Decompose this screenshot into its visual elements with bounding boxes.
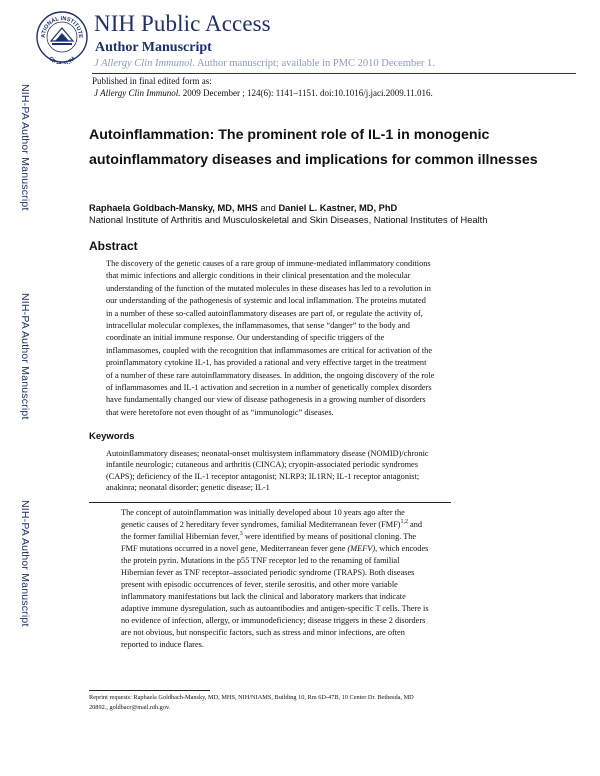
svg-text:OF HEALTH: [47, 56, 77, 64]
gene-name: (MEFV): [347, 544, 376, 553]
keywords-line: Autoinflammatory diseases; neonatal-onset multisystem inflammatory disease (NOMID)/chronic: [106, 449, 429, 458]
intro-line: The concept of autoinflammation was initially developed about 10 years ago after the: [121, 508, 405, 517]
intro-line: reported to induce flares.: [121, 640, 204, 649]
abstract-line: intracellular molecular complexes, the inflammasomes, that sense “danger” to the body and: [106, 321, 410, 331]
abstract-line: inflammasomes, coupled with the recognition that inflammasomes are critical for activation of the: [106, 345, 433, 355]
header-title: NIH Public Access: [94, 11, 271, 36]
keywords-line: infantile neurologic; cutaneous and arthritis (CINCA); cryopin-associated periodic syndromes: [106, 460, 418, 470]
availability-text: Author manuscript; available in PMC 2010 December 1.: [194, 58, 435, 69]
article-title: Autoinflammation: The prominent role of IL-1 in monogenic autoinflammatory diseases and implications for common illnesses: [89, 127, 538, 168]
side-label-1: NIH-PA Author Manuscript: [19, 84, 31, 211]
header-rule: [92, 73, 576, 74]
intro-line: Hibernian fever as TNF receptor–associated periodic syndrome (TRAPS). Both diseases: [121, 568, 415, 577]
abstract-line: that were heretofore not even thought of as “immunologic” diseases.: [106, 407, 334, 417]
keywords-body: [106, 448, 536, 494]
section-rule: [89, 502, 451, 503]
side-label-2: NIH-PA Author Manuscript: [19, 293, 31, 420]
intro-line: adaptive immune dysregulation, such as autoantibodies and antigen-specific T cells. There is: [121, 604, 429, 613]
availability-line: [94, 58, 435, 69]
intro-line: inflammatory manifestations but lack the clinical and laboratory markers that indicate: [121, 592, 406, 601]
intro-line: the protein pyrin. Mutations in the p55 TNF receptor led to the renaming of familial: [121, 556, 400, 565]
intro-line: present with episodic occurrences of fever, sterile serositis, and other more variable: [121, 580, 398, 589]
author-1: Raphaela Goldbach-Mansky, MD, MHS: [89, 203, 258, 213]
author-2: Daniel L. Kastner, MD, PhD: [278, 203, 398, 213]
nih-seal-icon: [35, 10, 89, 64]
citation: [94, 88, 433, 98]
footnote-line: 20892., goldbacr@mail.nih.gov.: [89, 704, 171, 711]
svg-text:NATIONAL INSTITUTES: [35, 10, 83, 38]
keywords-heading: Keywords: [89, 431, 135, 442]
footnote-rule: [89, 690, 210, 691]
intro-line: FMF mutations occurred in a novel gene, Mediterranean fever gene (MEFV), which encodes: [121, 544, 429, 553]
abstract-line: understanding of the function of the mutated molecules in these diseases has led to a revolution in: [106, 283, 431, 293]
abstract-line: our understanding of the pathogenesis of systemic and local inflammation. The proteins mutated: [106, 296, 426, 306]
abstract-line: The discovery of the genetic causes of a rare group of immune-mediated inflammatory conditions: [106, 259, 431, 268]
footnote-line: Reprint requests: Raphaela Goldbach-Mansky, MD, MHS, NIH/NIAMS, Building 10, Rm 6D-47B, 10 Center Dr. Bethesda, MD: [89, 694, 414, 701]
affiliation: National Institute of Arthritis and Musculoskeletal and Skin Diseases, National Institutes of Health: [89, 215, 488, 225]
keywords-line: anakinra; neonatal disorder; genetic disease; IL-1: [106, 483, 270, 493]
intro-body: [121, 507, 551, 651]
published-in: Published in final edited form as:: [92, 76, 212, 86]
citation-ref: 1,2: [400, 519, 408, 526]
citation-text: 2009 December ; 124(6): 1141–1151. doi:10.1016/j.jaci.2009.11.016.: [180, 88, 433, 98]
abstract-line: of a number of these rare autoinflammatory diseases. In addition, the ongoing discovery of the role: [106, 370, 435, 380]
abstract-line: proinflammatory cytokine IL-1, has provided a rational and very effective target in the treatment: [106, 358, 427, 368]
header-subtitle: Author Manuscript: [95, 40, 212, 55]
intro-line: no evidence of infection, allergy, or immunodeficiency; disease triggers in these 2 disorders: [121, 616, 426, 625]
seal-text-top: ATIONAL INSTITUTE: [40, 15, 84, 39]
abstract-heading: Abstract: [89, 239, 138, 253]
abstract-line: of inflammasomes and IL-1 activation and secretion in a number of genetically complex disorders: [106, 383, 432, 393]
keywords-line: (CAPS); deficiency of the IL-1 receptor antagonist; NLRP3; IL1RN; IL-1 receptor antagonist;: [106, 471, 420, 481]
authors: Raphaela Goldbach-Mansky, MD, MHS and Daniel L. Kastner, MD, PhD: [89, 203, 398, 213]
citation-journal: J Allergy Clin Immunol.: [94, 88, 181, 98]
intro-line: genetic causes of 2 hereditary fever syndromes, familial Mediterranean fever (FMF)$^{1,2}$ and: [121, 519, 423, 529]
citation-ref: 3: [239, 531, 243, 538]
abstract-line: that mimic infections and allergic conditions in their clinical presentation and the molecular: [106, 271, 411, 281]
abstract-line: coordinate an initial immune response. Our understanding of specific triggers of the: [106, 333, 385, 343]
intro-line: are not obvious, but nonspecific factors, such as stress and minor infections, are often: [121, 628, 405, 637]
availability-journal: J Allergy Clin Immunol.: [94, 58, 195, 69]
abstract-line: in a number of these so-called autoinflammatory diseases are part of, or regulate the activity of,: [106, 308, 423, 318]
side-label-3: NIH-PA Author Manuscript: [19, 500, 31, 627]
footnote: [89, 693, 529, 713]
seal-text-bottom: OF LTH: [47, 55, 77, 64]
intro-line: the former familial Hibernian fever,$^3$ were identified by means of positional cloning. The: [121, 531, 417, 541]
abstract-line: have fundamentally changed our view of disease pathogenesis in a growing number of disorders: [106, 395, 426, 405]
abstract-body: [106, 258, 536, 419]
